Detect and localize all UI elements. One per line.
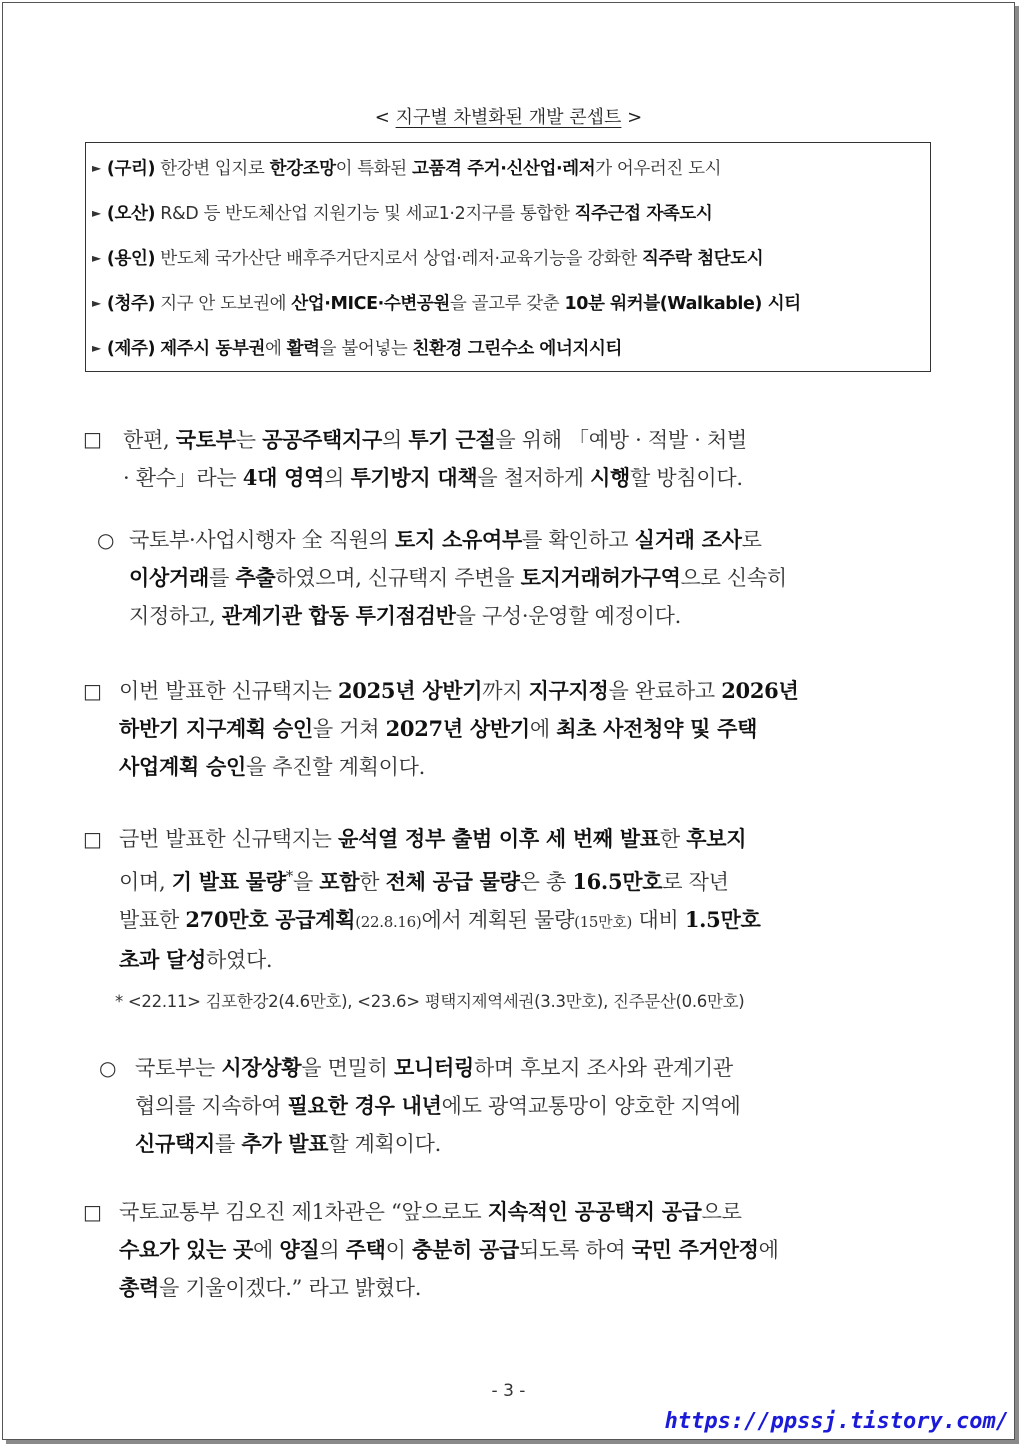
watermark-url[interactable]: https://ppssj.tistory.com/ (664, 1409, 1009, 1434)
paragraph-market-monitoring: 국토부는 시장상황을 면밀히 모니터링하며 후보지 조사와 관계기관 협의를 지속하여 필요한 경우 내년에도 광역교통망이 양호한 지역에 신규택지를 추가 발표할 계획이다. (135, 1055, 741, 1156)
square-bullet-icon: □ (83, 427, 102, 451)
concept-row-guri: ► (구리) 한강변 입지로 한강조망이 특화된 고품격 주거·신산업·레저가 어우러진 도시 (92, 159, 722, 179)
concept-row-yongin: ► (용인) 반도체 국가산단 배후주거단지로서 상업·레저·교육기능을 강화한 직주락 첨단도시 (92, 249, 764, 269)
page-frame (2, 2, 1015, 1440)
concept-box (85, 142, 931, 372)
circle-bullet-icon: ○ (97, 528, 115, 552)
arrow-right-icon: ► (92, 251, 101, 265)
concept-row-jeju: ► (제주) 제주시 동부권에 활력을 불어넣는 친환경 그린수소 에너지시티 (92, 339, 622, 359)
concept-row-cheongju: ► (청주) 지구 안 도보권에 산업·MICE·수변공원을 골고루 갖춘 10분 워커블(Walkable) 시티 (92, 294, 801, 314)
arrow-right-icon: ► (92, 206, 101, 220)
paragraph-vice-minister-quote: 국토교통부 김오진 제1차관은 “앞으로도 지속적인 공공택지 공급으로 수요가 있는 곳에 양질의 주택이 충분히 공급되도록 하여 국민 주거안정에 총력을 기울이겠다.” 라고 밝혔다. (119, 1199, 779, 1300)
arrow-right-icon: ► (92, 296, 101, 310)
section-title-text: 지구별 차별화된 개발 콘셉트 (395, 107, 622, 128)
arrow-right-icon: ► (92, 341, 101, 355)
page-number: - 3 - (491, 1381, 526, 1401)
square-bullet-icon: □ (83, 827, 102, 851)
square-bullet-icon: □ (83, 679, 102, 703)
paragraph-schedule: 이번 발표한 신규택지는 2025년 상반기까지 지구지정을 완료하고 2026년 하반기 지구계획 승인을 거쳐 2027년 상반기에 최초 사전청약 및 주택 사업계획 승인을 추진할 계획이다. (119, 678, 799, 779)
circle-bullet-icon: ○ (99, 1056, 117, 1080)
paragraph-speculation-policy: 한편, 국토부는 공공주택지구의 투기 근절을 위해 「예방 · 적발 · 처벌 · 환수」라는 4대 영역의 투기방지 대책을 철저하게 시행할 방침이다. (123, 427, 747, 490)
paragraph-employee-check: 국토부·사업시행자 全 직원의 토지 소유여부를 확인하고 실거래 조사로 이상거래를 추출하였으며, 신규택지 주변을 토지거래허가구역으로 신속히 지정하고, 관계기관 합동 투기점검반을 구성·운영할 예정이다. (129, 527, 787, 628)
section-title: < 지구별 차별화된 개발 콘셉트 > (374, 107, 643, 128)
footnote: * <22.11> 김포한강2(4.6만호), <23.6> 평택지제역세권(3.3만호), 진주문산(0.6만호) (115, 992, 745, 1011)
arrow-right-icon: ► (92, 161, 101, 175)
paragraph-supply-volume: 금번 발표한 신규택지는 윤석열 정부 출범 이후 세 번째 발표한 후보지 이며, 기 발표 물량*을 포함한 전체 공급 물량은 총 16.5만호로 작년 발표한 270만호 공급계획(22.8.16)에서 계획된 물량(15만호) 대비 1.5만호 초과 달성하였다. (119, 826, 761, 972)
square-bullet-icon: □ (83, 1200, 102, 1224)
concept-row-osan: ► (오산) R&D 등 반도체산업 지원기능 및 세교1·2지구를 통합한 직주근접 자족도시 (92, 204, 713, 224)
